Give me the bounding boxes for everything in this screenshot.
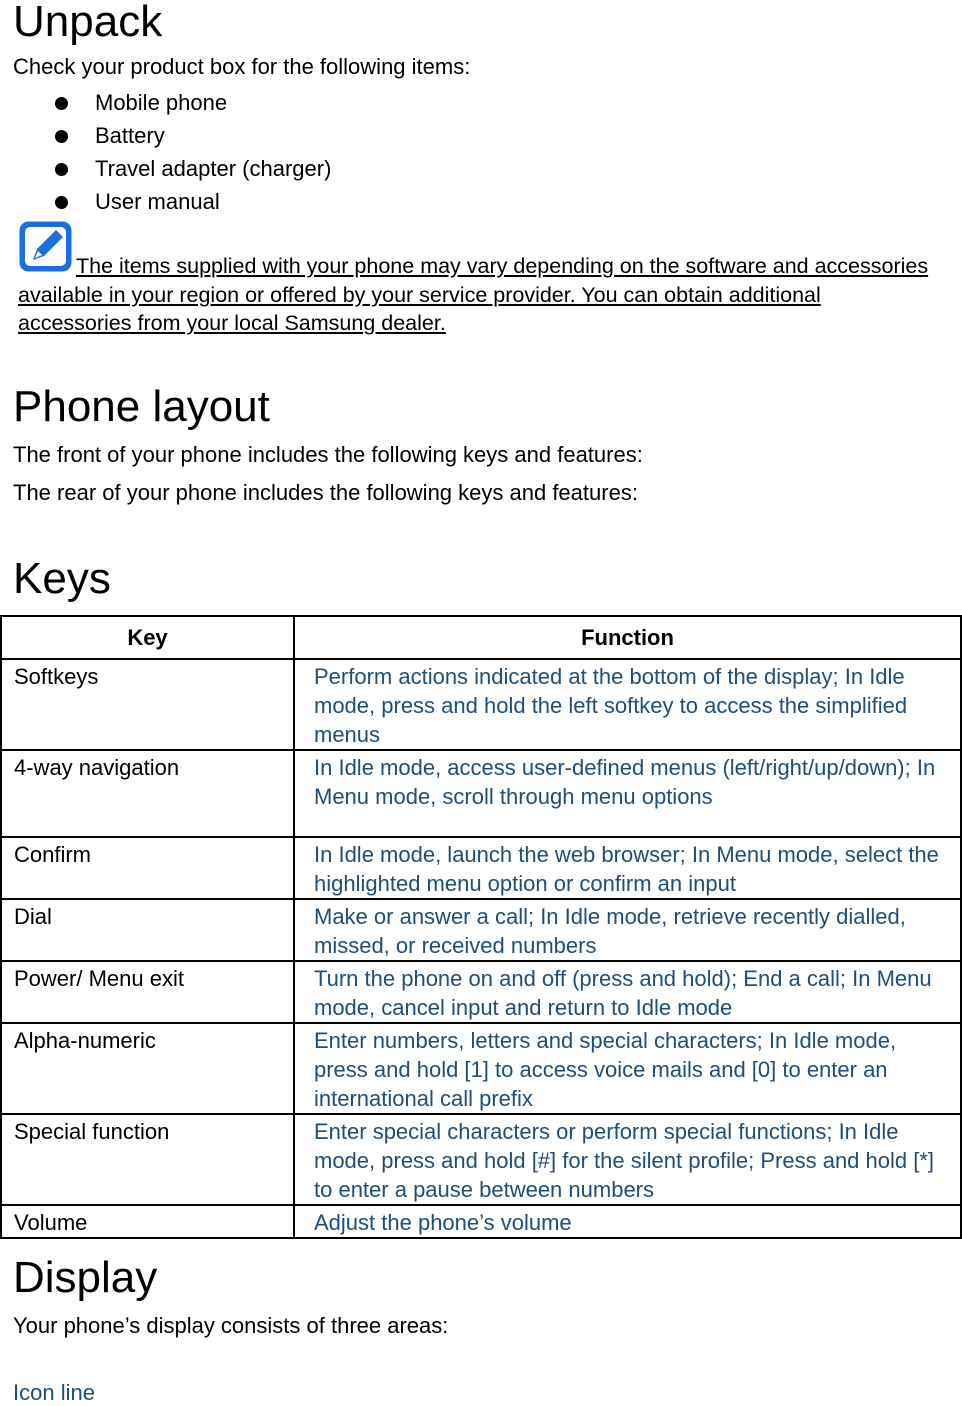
table-row: [1, 1114, 961, 1205]
key-cell: 4-way navigation: [1, 750, 294, 837]
function-column-header: Function: [294, 616, 961, 659]
unpack-heading: Unpack: [13, 0, 163, 46]
note-text: The items supplied with your phone may vary depending on the software and accessories available in your region or offered by your service provider. You can obtain additional accessories from your local Samsung dealer.: [18, 254, 929, 335]
key-cell: Softkeys: [1, 659, 294, 750]
function-cell: In Idle mode, launch the web browser; In Menu mode, select the highlighted menu option or confirm an input: [294, 837, 961, 899]
bullet-icon: [55, 196, 68, 209]
keys-heading: Keys: [13, 554, 111, 603]
table-header-row: [1, 616, 961, 659]
function-cell: Enter special characters or perform special functions; In Idle mode, press and hold [#] for the silent profile; Press and hold [*] to enter a pause between numbers: [294, 1114, 961, 1205]
list-item: Mobile phone: [55, 88, 331, 121]
key-cell: Special function: [1, 1114, 294, 1205]
bullet-icon: [55, 97, 68, 110]
rear-description: The rear of your phone includes the following keys and features:: [13, 480, 638, 505]
bullet-icon: [55, 130, 68, 143]
function-cell: Turn the phone on and off (press and hold); End a call; In Menu mode, cancel input and return to Idle mode: [294, 961, 961, 1023]
items-list: [55, 88, 331, 220]
table-row: [1, 659, 961, 750]
display-intro: Your phone’s display consists of three areas:: [13, 1313, 449, 1338]
table-row: [1, 750, 961, 837]
function-cell: Enter numbers, letters and special characters; In Idle mode, press and hold [1] to access voice mails and [0] to enter an international call prefix: [294, 1023, 961, 1114]
table-row: [1, 961, 961, 1023]
table-row: [1, 1205, 961, 1238]
table-row: [1, 899, 961, 961]
table-row: [1, 837, 961, 899]
unpack-intro: Check your product box for the following items:: [13, 54, 471, 79]
function-cell: Adjust the phone’s volume: [294, 1205, 961, 1238]
icon-line-label: Icon line: [13, 1380, 95, 1405]
key-cell: Power/ Menu exit: [1, 961, 294, 1023]
list-item: Travel adapter (charger): [55, 154, 331, 187]
key-column-header: Key: [1, 616, 294, 659]
list-item: Battery: [55, 121, 331, 154]
bullet-icon: [55, 163, 68, 176]
keys-table: [0, 615, 962, 1239]
function-cell: Perform actions indicated at the bottom of the display; In Idle mode, press and hold the left softkey to access the simplified menus: [294, 659, 961, 750]
phone-layout-heading: Phone layout: [13, 382, 270, 431]
key-cell: Dial: [1, 899, 294, 961]
key-cell: Alpha-numeric: [1, 1023, 294, 1114]
front-description: The front of your phone includes the following keys and features:: [13, 442, 643, 467]
function-cell: Make or answer a call; In Idle mode, retrieve recently dialled, missed, or received numbers: [294, 899, 961, 961]
function-cell: In Idle mode, access user-defined menus (left/right/up/down); In Menu mode, scroll through menu options: [294, 750, 961, 837]
display-heading: Display: [13, 1253, 158, 1302]
list-item: User manual: [55, 187, 331, 220]
key-cell: Confirm: [1, 837, 294, 899]
table-row: [1, 1023, 961, 1114]
key-cell: Volume: [1, 1205, 294, 1238]
